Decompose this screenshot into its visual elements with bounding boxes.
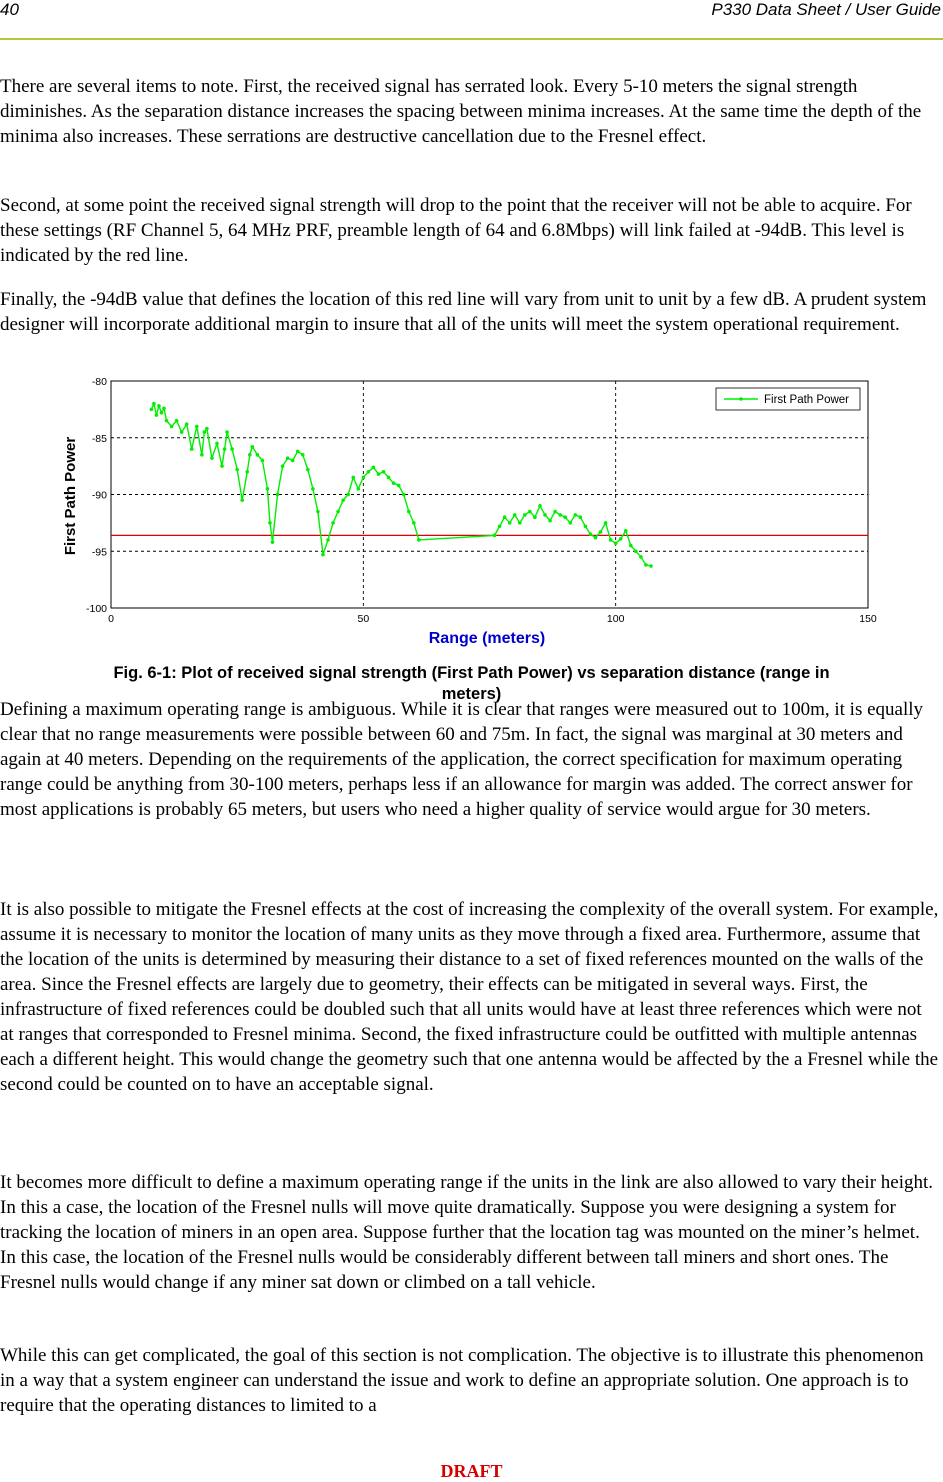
data-point: [271, 540, 275, 544]
data-point: [165, 419, 169, 423]
data-point: [150, 408, 154, 412]
data-point: [251, 445, 255, 449]
data-point: [493, 534, 497, 538]
data-point: [261, 459, 265, 463]
data-point: [175, 419, 179, 423]
data-point: [372, 465, 376, 469]
data-point: [321, 553, 325, 557]
paragraph-mitigation: It is also possible to mitigate the Fresnel effects at the cost of increasing the complexity of the overall system. For example, assume it is necessary to monitor the location of many units as they move through a fixed area. Furthermore, assume that the location of the units is determined by measuring their distance to a set of fixed references mounted on the walls of the area. Since the Fresnel effects are largely due to geometry, their effects can be mitigated in several ways. First, the infrastructure of fixed references could be doubled such that all units would have at least three references which were not at ranges that corresponded to Fresnel minima. Second, the fixed infrastructure could be outfitted with multiple antennas each a different height. This would change the geometry such that one antenna would be affected by the a Fresnel while the second could be counted on to have an acceptable signal.: [0, 899, 939, 1095]
paragraph-height-variation: It becomes more difficult to define a maximum operating range if the units in the link are also allowed to vary their height. In this a case, the location of the Fresnel nulls will move quite dramatically. Suppose you were designing a system for tracking the location of miners in an open area. Suppose further that the location tag was mounted on the miner’s helmet. In this case, the location of the Fresnel nulls would be considerably different between tall miners and short ones. The Fresnel nulls would change if any miner sat down or climbed on a tall vehicle.: [0, 1172, 934, 1293]
data-point: [417, 538, 421, 542]
data-point: [629, 544, 633, 548]
data-point: [579, 515, 583, 519]
data-point: [573, 513, 577, 517]
paragraph-link-failure: Second, at some point the received signal strength will drop to the point that the receiver will not be able to acquire. For these settings (RF Channel 5, 64 MHz PRF, preamble length of 64 and 6.8Mbps) will link failed at -94dB. This level is indicated by the red line.: [0, 195, 912, 266]
data-point: [367, 470, 371, 474]
data-point: [152, 402, 156, 406]
data-point: [205, 427, 209, 431]
data-point: [553, 510, 557, 514]
data-point: [362, 476, 366, 480]
data-point: [316, 510, 320, 514]
data-point: [230, 447, 234, 451]
y-tick-label: -85: [91, 432, 107, 445]
data-point: [248, 453, 252, 457]
data-point: [548, 519, 552, 523]
paragraph-margin: Finally, the -94dB value that defines the location of this red line will vary from unit to unit by a few dB. A prudent system designer will incorporate additional margin to insure that all of the units will meet the system operational requirement.: [0, 289, 927, 335]
data-point: [266, 487, 270, 491]
data-point: [412, 521, 416, 525]
data-point: [649, 564, 653, 568]
data-point: [162, 406, 166, 410]
y-tick-label: -90: [91, 489, 107, 502]
x-tick-label: 50: [357, 613, 370, 625]
data-point: [558, 513, 562, 517]
data-point: [326, 538, 330, 542]
data-point: [599, 530, 603, 534]
data-point: [533, 515, 537, 519]
data-point: [336, 510, 340, 514]
data-point: [508, 521, 512, 525]
data-point: [190, 447, 194, 451]
data-point: [276, 493, 280, 497]
data-point: [157, 404, 161, 408]
x-tick-label: 0: [108, 613, 114, 625]
data-point: [543, 513, 547, 517]
data-point: [392, 481, 396, 485]
data-point: [240, 498, 244, 502]
data-point: [296, 450, 300, 454]
data-point: [195, 425, 199, 429]
data-point: [619, 537, 623, 541]
legend-swatch-marker: [739, 397, 743, 401]
data-point: [180, 430, 184, 434]
data-point: [589, 532, 593, 536]
data-point: [155, 413, 159, 417]
draft-watermark: DRAFT: [440, 1461, 503, 1481]
data-point: [563, 515, 567, 519]
data-point: [584, 524, 588, 528]
data-point: [210, 456, 214, 460]
y-axis-label: First Path Power: [62, 436, 79, 556]
legend-label: First Path Power: [764, 394, 849, 406]
data-point: [346, 493, 350, 497]
data-point: [203, 430, 207, 434]
data-point: [170, 425, 174, 429]
data-point: [291, 459, 295, 463]
data-point: [351, 476, 355, 480]
data-point: [306, 468, 310, 472]
data-point: [614, 542, 618, 546]
data-point: [382, 470, 386, 474]
data-point: [503, 515, 507, 519]
data-point: [644, 563, 648, 567]
data-point: [528, 510, 532, 514]
data-point: [523, 513, 527, 517]
data-point: [377, 472, 381, 476]
paragraph-serrated-signal: There are several items to note. First, the received signal has serrated look. Every 5-10 meters the signal strength diminishes. As the separation distance increases the spacing between minima increases. At the same time the depth of the minima also increases. These serrations are destructive cancellation due to the Fresnel effect.: [0, 76, 922, 147]
y-tick-label: -95: [91, 546, 107, 559]
data-point: [245, 470, 249, 474]
data-point: [215, 442, 219, 446]
data-point: [200, 453, 204, 457]
data-point: [331, 521, 335, 525]
data-point: [220, 464, 224, 468]
data-point: [639, 555, 643, 559]
data-point: [513, 513, 517, 517]
data-point: [518, 521, 522, 525]
data-point: [160, 411, 164, 415]
header-rule: [0, 38, 943, 40]
data-point: [624, 529, 628, 533]
data-point: [225, 430, 229, 434]
data-point: [609, 538, 613, 542]
data-point: [634, 549, 638, 553]
paragraph-objective: While this can get complicated, the goal of this section is not complication. The objective is to illustrate this phenomenon in a way that a system engineer can understand the issue and work to define an appropriate solution. One approach is to require that the operating distances to limited to a: [0, 1345, 924, 1416]
data-point: [356, 487, 360, 491]
data-point: [301, 453, 305, 457]
data-point: [286, 456, 290, 460]
data-point: [387, 476, 391, 480]
data-point: [311, 487, 315, 491]
data-point: [594, 536, 598, 540]
y-tick-label: -80: [91, 376, 107, 388]
data-point: [498, 524, 502, 528]
data-point: [341, 498, 345, 502]
paragraph-operating-range: Defining a maximum operating range is ambiguous. While it is clear that ranges were measured out to 100m, it is equally clear that no range measurements were possible between 60 and 75m. In fact, the signal was marginal at 30 meters and again at 40 meters. Depending on the requirements of the application, the correct specification for maximum operating range could be anything from 30-100 meters, perhaps less if an allowance for margin was added. The correct answer for most applications is probably 65 meters, but users who need a higher quality of service would argue for 30 meters.: [0, 699, 924, 820]
x-tick-label: 100: [606, 613, 625, 625]
data-point: [281, 464, 285, 468]
data-point: [568, 521, 572, 525]
y-tick-label: -100: [85, 603, 107, 615]
data-point: [402, 493, 406, 497]
figure-caption-line-2: meters): [441, 685, 502, 703]
data-point: [235, 468, 239, 472]
figure-caption-line-1: Fig. 6-1: Plot of received signal strength (First Path Power) vs separation distance (range in: [113, 664, 830, 682]
data-point: [185, 422, 189, 426]
x-tick-label: 150: [859, 613, 877, 625]
data-point: [538, 504, 542, 508]
data-point: [256, 453, 260, 457]
data-point: [604, 521, 608, 525]
first-path-power-chart: [58, 372, 880, 652]
data-point: [407, 510, 411, 514]
data-point: [223, 447, 227, 451]
data-point: [268, 521, 272, 525]
page-header: [0, 0, 943, 42]
document-title: P330 Data Sheet / User Guide: [711, 0, 941, 19]
data-point: [397, 484, 401, 488]
page-number: 40: [0, 0, 19, 19]
x-axis-label: Range (meters): [428, 630, 546, 647]
